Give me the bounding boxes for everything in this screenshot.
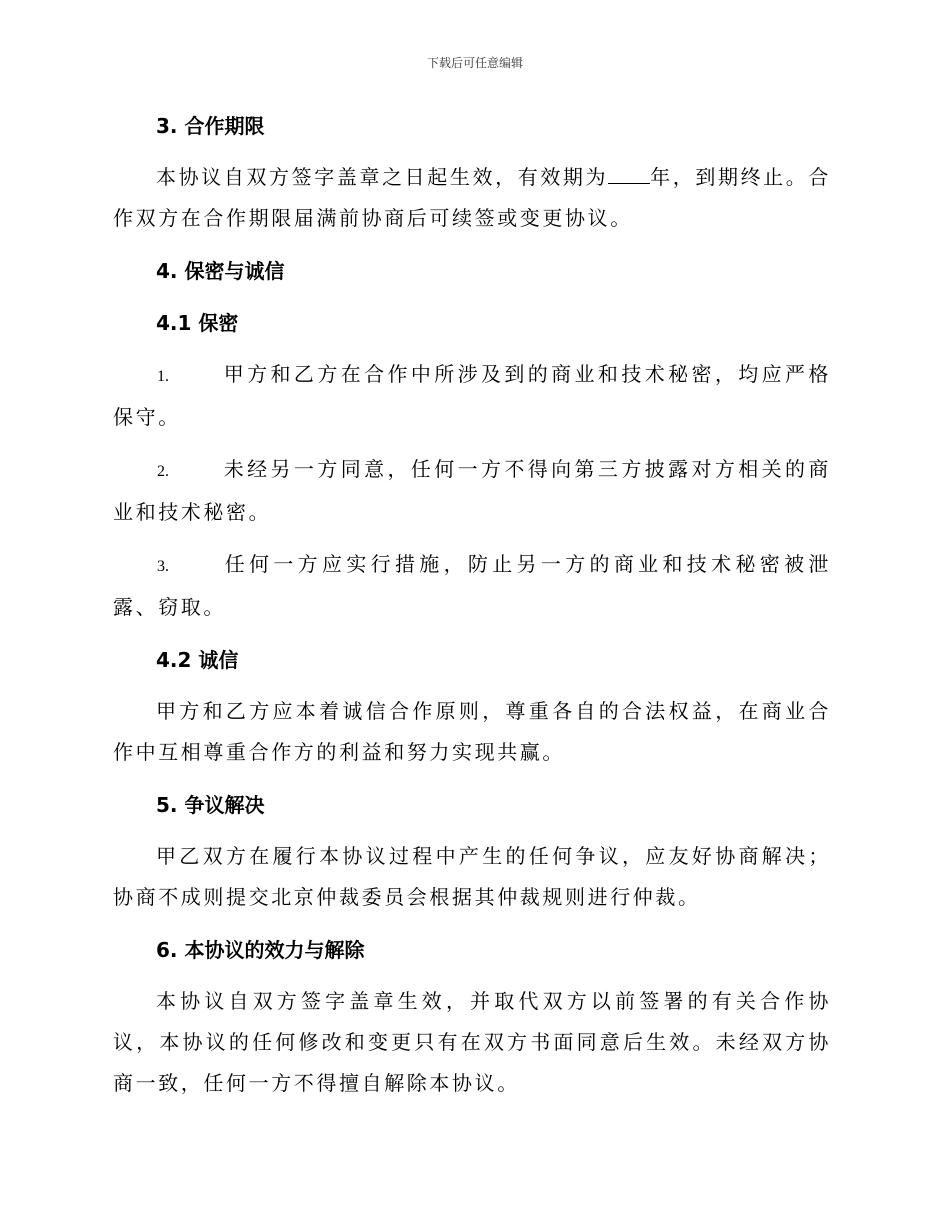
- list-item-text: 任何一方应实行措施，防止另一方的商业和技术秘密被泄露、窃取。: [113, 552, 831, 619]
- list-item: [113, 544, 831, 628]
- list-item: [113, 354, 831, 438]
- list-item-number: 2.: [157, 463, 169, 480]
- section-4-1-heading: 4.1 保密: [156, 311, 239, 335]
- list-item-text: 甲方和乙方在合作中所涉及到的商业和技术秘密，均应严格保守。: [113, 362, 831, 429]
- list-item-number: 3.: [157, 558, 169, 575]
- section-3-text-before-blank: 本协议自双方签字盖章之日起生效，有效期为: [156, 165, 609, 189]
- header-note: 下载后可任意编辑: [426, 56, 523, 70]
- section-5-paragraph: 甲乙双方在履行本协议过程中产生的任何争议，应友好协商解决；协商不成则提交北京仲裁委员会根据其仲裁规则进行仲裁。: [113, 844, 831, 909]
- list-item: [113, 449, 831, 533]
- list-item-number: 1.: [157, 368, 169, 385]
- list-item-text: 未经另一方同意，任何一方不得向第三方披露对方相关的商业和技术秘密。: [113, 457, 831, 524]
- section-4-2-paragraph: 甲方和乙方应本着诚信合作原则，尊重各自的合法权益，在商业合作中互相尊重合作方的利益和努力实现共赢。: [113, 699, 831, 764]
- section-6-paragraph: 本协议自双方签字盖章生效，并取代双方以前签署的有关合作协议，本协议的任何修改和变更只有在双方书面同意后生效。未经双方协商一致，任何一方不得擅自解除本协议。: [113, 989, 831, 1095]
- section-6-heading: 6. 本协议的效力与解除: [156, 938, 365, 962]
- section-5-heading: 5. 争议解决: [156, 793, 265, 817]
- section-3-paragraph: [113, 157, 831, 239]
- section-3-text-after-blank: 年，到期终止。合作双方在合作期限届满前协商后可续签或变更协议。: [113, 165, 831, 230]
- document-body: [113, 105, 831, 1115]
- blank-fill-line: [608, 163, 650, 184]
- section-4-2-heading: 4.2 诚信: [156, 648, 239, 672]
- section-3-heading: 3. 合作期限: [156, 114, 265, 138]
- section-4-heading: 4. 保密与诚信: [156, 259, 285, 283]
